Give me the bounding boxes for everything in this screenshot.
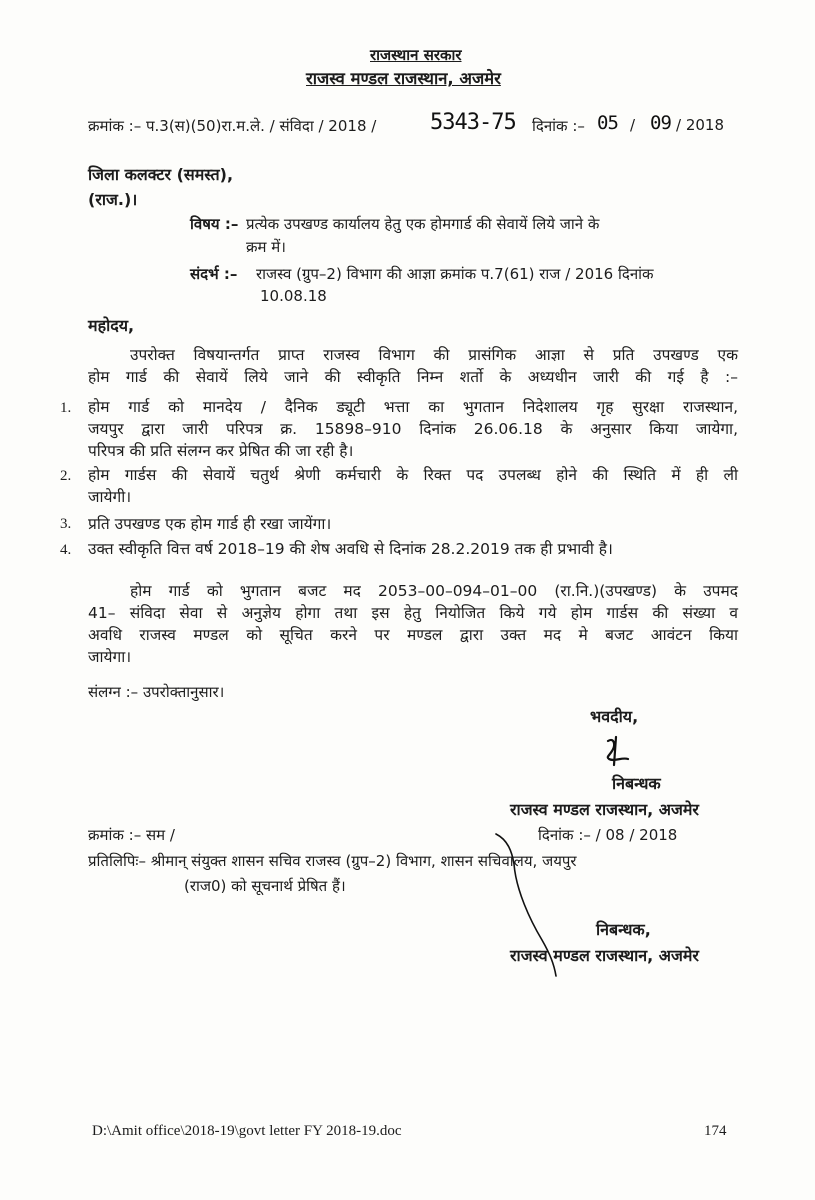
copy-to-line2: (राज0) को सूचनार्थ प्रेषित हैं। [184, 877, 346, 895]
addressee-line1: जिला कलक्टर (समस्त), [88, 165, 234, 184]
handwritten-date-month: 09 [650, 112, 671, 134]
condition-number: 3. [60, 516, 72, 532]
reference-line1: राजस्व (ग्रुप–2) विभाग की आज्ञा क्रमांक प.7(61) राज / 2016 दिनांक [256, 265, 654, 283]
subject-line2: क्रम में। [246, 238, 286, 256]
signature-mark [600, 735, 640, 769]
condition-line: जायेगी। [88, 488, 132, 506]
subject-line1: प्रत्येक उपखण्ड कार्यालय हेतु एक होमगार्ड की सेवायें लिये जाने के [246, 215, 600, 233]
budget-line: 41– संविदा सेवा से अनुज्ञेय होगा तथा इस हेतु नियोजित किये गये होम गार्डस की संख्या व [88, 604, 738, 622]
salutation: महोदय, [88, 316, 135, 335]
condition-line: प्रति उपखण्ड एक होम गार्ड ही रखा जायेंगा। [88, 515, 332, 533]
ref-date-label: दिनांक :– [532, 117, 585, 135]
date-slash: / [630, 116, 636, 134]
copy-ref-date: दिनांक :– / 08 / 2018 [538, 826, 678, 844]
budget-line: होम गार्ड को भुगतान बजट मद 2053–00–094–01–00 (रा.नि.)(उपखण्ड) के उपमद [130, 582, 738, 600]
budget-paragraph [88, 580, 738, 668]
condition-line: जयपुर द्वारा जारी परिपत्र क्र. 15898–910 दिनांक 26.06.18 के अनुसार किया जायेगा, [88, 420, 738, 438]
condition-line: उक्त स्वीकृति वित्त वर्ष 2018–19 की शेष अवधि से दिनांक 28.2.2019 तक ही प्रभावी है। [88, 540, 613, 558]
closing: भवदीय, [590, 707, 639, 726]
condition-line: होम गार्ड को मानदेय / दैनिक ड्यूटी भत्ता का भुगतान निदेशालय गृह सुरक्षा राजस्थान, [88, 398, 738, 416]
registrar-title-2: निबन्धक, [596, 920, 651, 939]
condition-number: 2. [60, 468, 72, 484]
condition-item [88, 464, 738, 508]
reference-line2: 10.08.18 [260, 287, 327, 305]
reference-label: संदर्भ :– [190, 265, 238, 283]
handwritten-dispatch-number: 5343-75 [430, 110, 516, 135]
file-path: D:\Amit office\2018-19\govt letter FY 2018-19.doc [92, 1123, 402, 1139]
condition-line: परिपत्र की प्रति संलग्न कर प्रेषित की जा रही है। [88, 442, 354, 460]
enclosure: संलग्न :– उपरोक्तानुसार। [88, 683, 225, 701]
subject-label: विषय :– [190, 215, 239, 233]
registrar-title: निबन्धक [612, 774, 661, 793]
ref-date-year: / 2018 [676, 116, 724, 134]
copy-to-line1: प्रतिलिपिः– श्रीमान् संयुक्त शासन सचिव राजस्व (ग्रुप–2) विभाग, शासन सचिवालय, जयपुर [88, 852, 577, 870]
budget-line: जायेगा। [88, 648, 132, 666]
condition-number: 4. [60, 542, 72, 558]
copy-ref-number: क्रमांक :– सम / [88, 826, 175, 844]
condition-item [88, 396, 738, 462]
intro-line: होम गार्ड की सेवायें लिये जाने की स्वीकृति निम्न शर्तो के अध्यधीन जारी की गई है :– [88, 368, 738, 386]
condition-line: होम गार्डस की सेवायें चतुर्थ श्रेणी कर्मचारी के रिक्त पद उपलब्ध होने की स्थिति में ही ली [88, 466, 738, 484]
condition-number: 1. [60, 400, 72, 416]
budget-line: अवधि राजस्व मण्डल को सूचित करने पर मण्डल द्वारा उक्त मद मे बजट आवंटन किया [88, 626, 738, 644]
page-number: 174 [704, 1123, 727, 1139]
intro-paragraph [88, 344, 738, 388]
handwritten-date-day: 05 [597, 112, 618, 134]
intro-line: उपरोक्त विषयान्तर्गत प्राप्त राजस्व विभाग की प्रासंगिक आज्ञा से प्रति उपखण्ड एक [130, 346, 738, 364]
header-office: राजस्व मण्डल राजस्थान, अजमेर [306, 69, 501, 88]
registrar-office-2: राजस्व मण्डल राजस्थान, अजमेर [510, 946, 699, 965]
registrar-office: राजस्व मण्डल राजस्थान, अजमेर [510, 800, 699, 819]
header-govt: राजस्थान सरकार [370, 46, 462, 64]
ref-number: क्रमांक :– प.3(स)(50)रा.म.ले. / संविदा / 2018 / [88, 117, 377, 135]
addressee-line2: (राज.)। [88, 190, 138, 209]
